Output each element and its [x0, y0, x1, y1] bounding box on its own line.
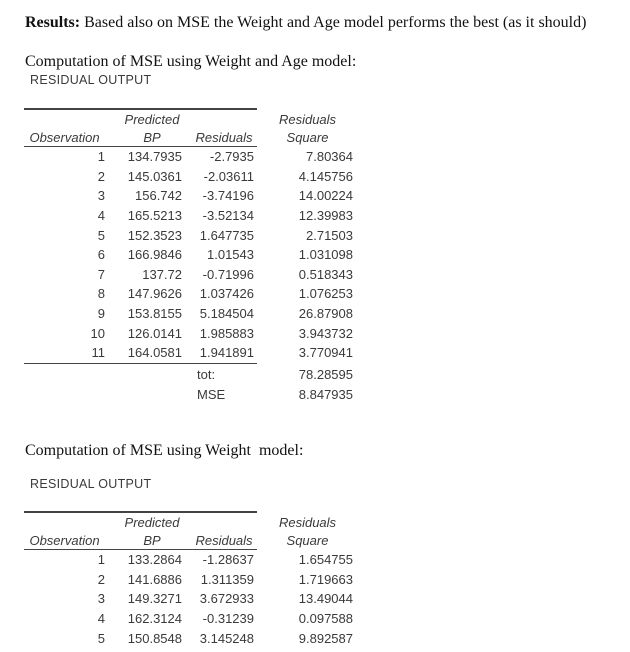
- table2-header-row-2: [24, 532, 389, 549]
- residual-row: [24, 304, 389, 324]
- mse-label: MSE: [197, 386, 226, 402]
- residuals-square-cell: 4.145756: [298, 168, 353, 184]
- observation-cell: 4: [97, 208, 105, 224]
- predicted-bp-cell: 137.72: [142, 266, 182, 282]
- residuals-cell: -2.7935: [209, 149, 254, 165]
- residuals-square-cell: 14.00224: [298, 188, 353, 204]
- residuals-cell: -0.71996: [202, 266, 254, 282]
- predicted-bp-cell: 165.5213: [127, 208, 182, 224]
- observation-cell: 6: [97, 247, 105, 263]
- predicted-header-line1: Predicted: [124, 514, 180, 530]
- residuals-square-cell: 26.87908: [298, 306, 353, 322]
- residual-row: [24, 167, 389, 187]
- residual-row: [24, 265, 389, 285]
- predicted-bp-cell: 126.0141: [127, 325, 182, 341]
- residuals-square-cell: 0.097588: [298, 611, 353, 627]
- section2-residual-output-label: RESIDUAL OUTPUT: [30, 477, 152, 491]
- observation-cell: 3: [97, 591, 105, 607]
- total-label: tot:: [197, 366, 216, 382]
- predicted-bp-cell: 147.9626: [127, 286, 182, 302]
- predicted-bp-cell: 141.6886: [127, 571, 182, 587]
- observation-cell: 2: [97, 168, 105, 184]
- observation-cell: 5: [97, 227, 105, 243]
- predicted-header-line1: Predicted: [124, 111, 180, 127]
- total-row: [24, 364, 389, 384]
- observation-cell: 3: [97, 188, 105, 204]
- residuals-square-cell: 1.654755: [298, 552, 353, 568]
- observation-header: Observation: [29, 129, 100, 145]
- residuals-square-header-line1: Residuals: [278, 111, 337, 127]
- residuals-square-cell: 3.943732: [298, 325, 353, 341]
- section1-residual-output-label: RESIDUAL OUTPUT: [30, 73, 152, 87]
- predicted-header-line2: BP: [143, 129, 161, 145]
- residuals-square-cell: 7.80364: [306, 149, 353, 165]
- predicted-bp-cell: 150.8548: [127, 630, 182, 646]
- table1-header-row-1: [24, 110, 389, 129]
- residuals-cell: -0.31239: [202, 611, 254, 627]
- residual-row: [24, 343, 389, 363]
- residuals-square-cell: 1.719663: [298, 571, 353, 587]
- residuals-cell: -2.03611: [203, 168, 254, 184]
- predicted-bp-cell: 152.3523: [127, 227, 182, 243]
- residual-row: [24, 186, 389, 206]
- observation-cell: 7: [97, 266, 105, 282]
- residual-row: [24, 206, 389, 226]
- observation-cell: 10: [90, 325, 105, 341]
- observation-cell: 4: [97, 611, 105, 627]
- residual-row: [24, 570, 389, 590]
- residuals-cell: 5.184504: [199, 306, 254, 322]
- section1-title: Computation of MSE using Weight and Age model:: [25, 53, 357, 70]
- results-text: Based also on MSE the Weight and Age model performs the best (as it should): [80, 14, 587, 31]
- residuals-cell: 3.672933: [199, 591, 254, 607]
- residuals-cell: -3.52134: [202, 208, 254, 224]
- table1-header-row-2: [24, 129, 389, 146]
- total-value: 78.28595: [298, 366, 353, 382]
- predicted-bp-cell: 153.8155: [127, 306, 182, 322]
- residuals-square-cell: 1.076253: [298, 286, 353, 302]
- mse-row: [24, 384, 389, 404]
- residuals-cell: 1.311359: [200, 571, 254, 587]
- residual-row: [24, 147, 389, 167]
- observation-cell: 5: [97, 630, 105, 646]
- residuals-cell: 1.985883: [199, 325, 254, 341]
- residuals-square-header-line2: Square: [286, 129, 329, 145]
- observation-cell: 8: [97, 286, 105, 302]
- section2-title: Computation of MSE using Weight model:: [25, 442, 304, 459]
- residuals-square-cell: 13.49044: [298, 591, 353, 607]
- predicted-bp-cell: 149.3271: [127, 591, 182, 607]
- observation-cell: 2: [97, 571, 105, 587]
- residuals-square-header-line1: Residuals: [278, 514, 337, 530]
- results-label: Results:: [25, 14, 81, 31]
- residuals-header: Residuals: [195, 532, 253, 548]
- predicted-bp-cell: 162.3124: [127, 611, 182, 627]
- residuals-cell: -1.28637: [202, 552, 254, 568]
- mse-value: 8.847935: [298, 386, 353, 402]
- predicted-bp-cell: 156.742: [135, 188, 182, 204]
- observation-cell: 9: [97, 306, 105, 322]
- predicted-bp-cell: 134.7935: [127, 149, 182, 165]
- residual-row: [24, 225, 389, 245]
- table2-header-row-1: [24, 513, 389, 532]
- predicted-bp-cell: 164.0581: [127, 345, 182, 361]
- residuals-square-cell: 12.39983: [298, 208, 353, 224]
- residuals-cell: 1.647735: [199, 227, 254, 243]
- residual-row: [24, 323, 389, 343]
- observation-header: Observation: [29, 532, 100, 548]
- residual-row: [24, 589, 389, 609]
- section2-residual-table: [24, 511, 389, 648]
- residual-row: [24, 628, 389, 648]
- residuals-cell: 1.037426: [199, 286, 254, 302]
- residuals-header: Residuals: [195, 129, 253, 145]
- residuals-cell: 3.145248: [199, 630, 254, 646]
- residual-row: [24, 550, 389, 570]
- predicted-bp-cell: 145.0361: [127, 168, 182, 184]
- predicted-bp-cell: 133.2864: [127, 552, 182, 568]
- residual-row: [24, 284, 389, 304]
- residuals-square-header-line2: Square: [286, 532, 329, 548]
- residuals-cell: 1.941891: [199, 345, 254, 361]
- residuals-square-cell: 2.71503: [306, 227, 353, 243]
- residuals-square-cell: 0.518343: [298, 266, 353, 282]
- section1-residual-table: [24, 108, 389, 404]
- observation-cell: 1: [97, 149, 105, 165]
- residuals-square-cell: 1.031098: [298, 247, 353, 263]
- residuals-square-cell: 9.892587: [298, 630, 353, 646]
- predicted-bp-cell: 166.9846: [127, 247, 182, 263]
- observation-cell: 1: [97, 552, 105, 568]
- results-paragraph: [25, 12, 586, 33]
- residuals-square-cell: 3.770941: [298, 345, 353, 361]
- predicted-header-line2: BP: [143, 532, 161, 548]
- residuals-cell: 1.01543: [207, 247, 254, 263]
- residual-row: [24, 245, 389, 265]
- residuals-cell: -3.74196: [202, 188, 254, 204]
- observation-cell: 11: [91, 345, 105, 361]
- residual-row: [24, 609, 389, 629]
